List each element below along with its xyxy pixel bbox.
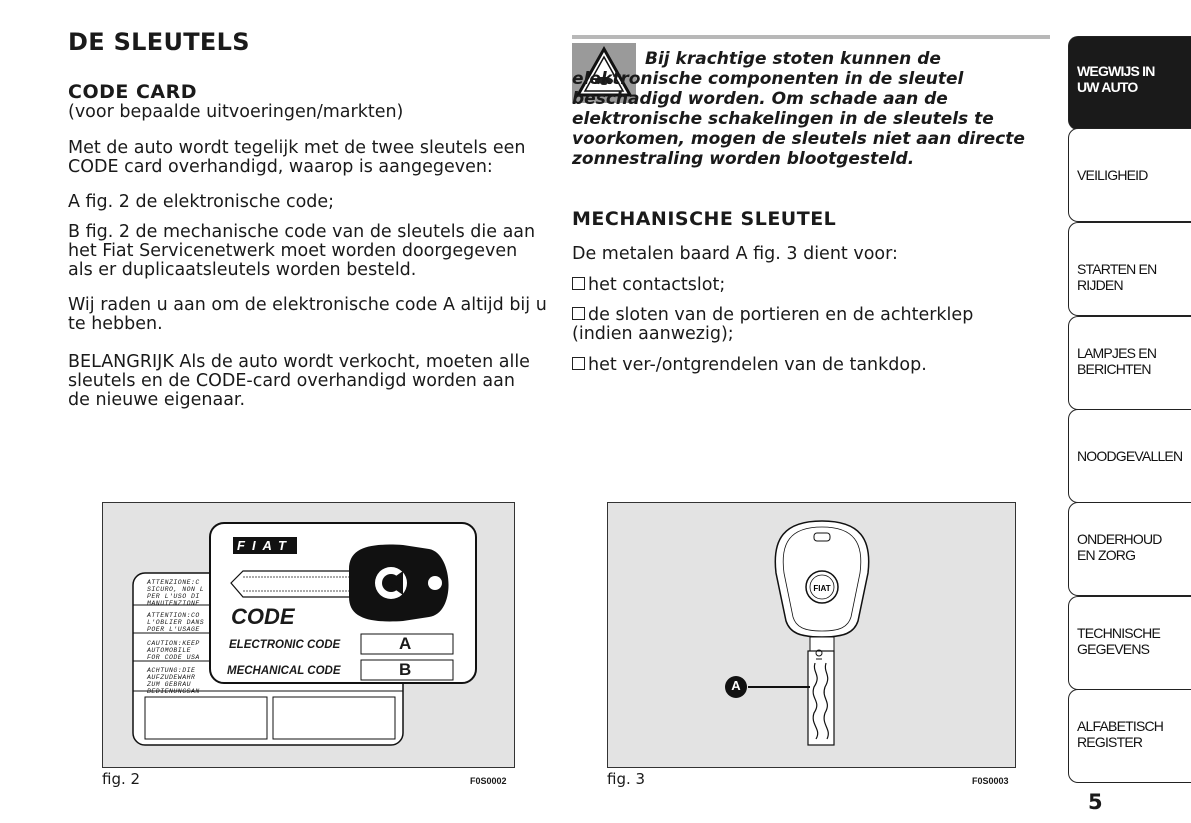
card-back-text: ATTENZIONE:C SICURO, NON L PER L'USO DI MANUTENZIONE	[147, 579, 205, 607]
tab-label: NOODGEVALLEN	[1077, 448, 1183, 464]
tab-wegwijs-in-uw-auto[interactable]	[1068, 36, 1191, 130]
mechanical-key-heading: MECHANISCHE SLEUTEL	[572, 208, 837, 230]
mechanical-key-intro: De metalen baard A fig. 3 dient voor:	[572, 244, 898, 264]
code-card-paragraph: BELANGRIJK Als de auto wordt verkocht, moeten alle sleutels en de CODE-card overhandigd worden aan de nieuwe eigenaar.	[68, 352, 530, 410]
page-title: DE SLEUTELS	[68, 28, 250, 56]
mechanical-code-value: B	[399, 660, 412, 679]
card-title: CODE	[231, 604, 295, 629]
svg-text:FIAT: FIAT	[813, 584, 831, 593]
tab-label: VEILIGHEID	[1077, 167, 1148, 183]
checkbox-bullet-icon	[572, 307, 585, 320]
tab-veiligheid[interactable]	[1068, 128, 1191, 222]
checkbox-bullet-icon	[572, 277, 585, 290]
tab-starten-en-rijden[interactable]	[1068, 222, 1191, 316]
card-back-text: ACHTUNG:DIE AUFZUDEWAHR ZUM GEBRAU BEDIENUNGSAN	[147, 667, 200, 695]
figure-caption: fig. 3	[607, 770, 646, 788]
tab-label: ONDERHOUD EN ZORG	[1077, 531, 1162, 563]
card-back-text: ATTENTION:CO L'OBLIER DANS POER L'USAGE	[147, 612, 205, 633]
code-card-heading: CODE CARD	[68, 81, 198, 103]
tab-noodgevallen[interactable]	[1068, 409, 1191, 503]
warning-text: Bij krachtige stoten kunnen de elektronische componenten in de sleutel beschadigd worden. Om schade aan de elektronische schakelingen in de sleutels te voorkomen, mogen de sleutels niet aan directe zonnestraling worden blootgesteld.	[572, 49, 1025, 169]
tab-label: STARTEN EN RIJDEN	[1077, 261, 1157, 293]
figure-code: F0S0002	[470, 776, 507, 786]
callout-a: A	[731, 678, 741, 693]
figure-caption: fig. 2	[102, 770, 141, 788]
tab-onderhoud-en-zorg[interactable]	[1068, 502, 1191, 596]
tab-label: ALFABETISCH REGISTER	[1077, 718, 1164, 750]
tab-lampjes-en-berichten[interactable]	[1068, 316, 1191, 410]
checkbox-bullet-icon	[572, 357, 585, 370]
card-back-text: CAUTION:KEEP AUTOMOBILE FOR CODE USA	[147, 640, 200, 661]
list-item: de sloten van de portieren en de achterklep (indien aanwezig);	[572, 305, 974, 344]
code-card-subtitle: (voor bepaalde uitvoeringen/markten)	[68, 102, 404, 122]
tab-alfabetisch-register[interactable]	[1068, 689, 1191, 783]
tab-label: WEGWIJS IN UW AUTO	[1077, 63, 1155, 95]
mechanical-code-label: MECHANICAL CODE	[227, 665, 341, 677]
tab-label: TECHNISCHE GEGEVENS	[1077, 625, 1161, 657]
page-number: 5	[1088, 790, 1103, 814]
list-item: het contactslot;	[572, 276, 725, 295]
code-card-paragraph: A fig. 2 de elektronische code;	[68, 192, 335, 212]
code-card-paragraph: B fig. 2 de mechanische code van de sleutels die aan het Fiat Servicenetwerk moet worden doorgegeven als er duplicaatsleutels worden besteld.	[68, 222, 536, 280]
code-card-paragraph: Met de auto wordt tegelijk met de twee sleutels een CODE card overhandigd, waarop is aangegeven:	[68, 138, 526, 177]
figure-2	[102, 502, 515, 768]
electronic-code-value: A	[399, 634, 412, 653]
fiat-logo: FIAT	[233, 537, 297, 554]
figure-3	[607, 502, 1016, 768]
figure-code: F0S0003	[972, 776, 1009, 786]
warning-rule	[572, 35, 1050, 39]
code-card-paragraph: Wij raden u aan om de elektronische code A altijd bij u te hebben.	[68, 295, 547, 334]
electronic-code-label: ELECTRONIC CODE	[229, 639, 341, 651]
tab-label: LAMPJES EN BERICHTEN	[1077, 345, 1157, 377]
list-item: het ver-/ontgrendelen van de tankdop.	[572, 356, 927, 375]
tab-technische-gegevens[interactable]	[1068, 596, 1191, 690]
